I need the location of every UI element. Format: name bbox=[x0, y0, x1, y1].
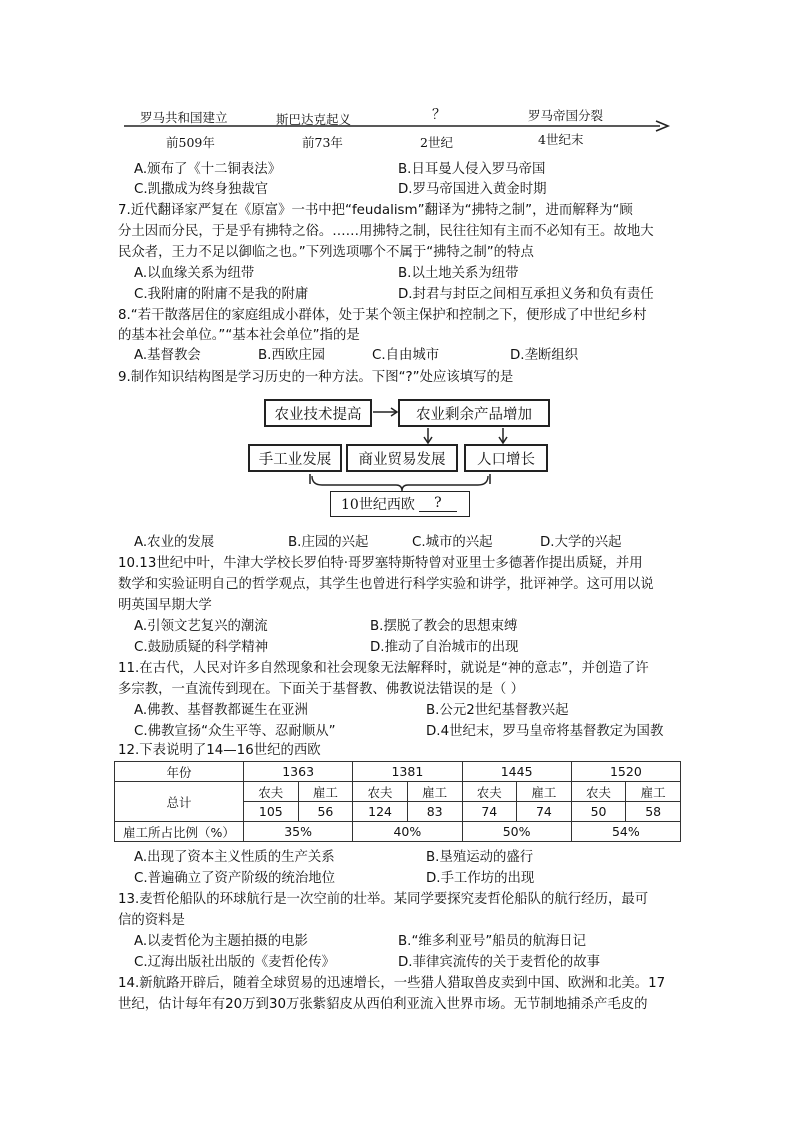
q13-option-d: D.菲律宾流传的关于麦哲伦的故事 bbox=[398, 955, 601, 970]
q10-option-c: C.鼓励质疑的科学精神 bbox=[134, 640, 269, 655]
q11-option-c: C.佛教宣扬“众生平等、忍耐顺从” bbox=[134, 724, 336, 739]
ratio-header: 雇工所占比例（%） bbox=[115, 822, 244, 842]
year-cell: 1445 bbox=[462, 762, 571, 782]
q13-stem-line: 13.麦哲伦船队的环球航行是一次空前的壮举。某同学要探究麦哲伦船队的航行经历，最可 bbox=[118, 892, 649, 907]
q8-option-a: A.基督教会 bbox=[134, 348, 201, 363]
ratio-cell: 40% bbox=[353, 822, 462, 842]
q8-option-b: B.西欧庄园 bbox=[258, 348, 326, 363]
q13-option-a: A.以麦哲伦为主题拍摄的电影 bbox=[134, 934, 308, 949]
sub-header: 农夫 bbox=[571, 782, 626, 802]
q9-box-commerce: 商业贸易发展 bbox=[346, 444, 458, 472]
q10-option-b: B.摆脱了教会的思想束缚 bbox=[370, 619, 518, 634]
q11-option-a: A.佛教、基督教都诞生在亚洲 bbox=[134, 703, 308, 718]
q12-stem-line: 12.下表说明了14—16世纪的西欧 bbox=[118, 743, 321, 758]
q6-option-b: B.日耳曼人侵入罗马帝国 bbox=[398, 162, 546, 177]
q12-option-d: D.手工作坊的出现 bbox=[426, 871, 535, 886]
sub-header: 雇工 bbox=[626, 782, 681, 802]
q14-stem-line: 14.新航路开辟后，随着全球贸易的迅速增长，一些猎人猎取兽皮卖到中国、欧洲和北美。17 bbox=[118, 976, 666, 991]
q12-option-a: A.出现了资本主义性质的生产关系 bbox=[134, 850, 335, 865]
q9-option-b: B.庄园的兴起 bbox=[288, 535, 369, 550]
q12-option-b: B.垦殖运动的盛行 bbox=[426, 850, 534, 865]
timeline-bottom-label: 前509年 bbox=[166, 135, 215, 150]
q7-stem-line: 分土因而分民，于是乎有拂特之俗。……用拂特之制，民往往知有主而不必知有王。故地大 bbox=[118, 224, 654, 239]
q9-option-a: A.农业的发展 bbox=[134, 535, 215, 550]
count-cell: 58 bbox=[626, 802, 681, 822]
q10-stem-line: 明英国早期大学 bbox=[118, 598, 212, 613]
q9-box-result bbox=[330, 491, 470, 517]
q6-option-d: D.罗马帝国进入黄金时期 bbox=[398, 182, 547, 197]
count-cell: 50 bbox=[571, 802, 626, 822]
sub-header: 雇工 bbox=[517, 782, 572, 802]
q8-stem-line: 的基本社会单位。”“基本社会单位”指的是 bbox=[118, 328, 360, 343]
count-cell: 74 bbox=[517, 802, 572, 822]
q7-stem-line: 民众者，王力不足以御临之也。”下列选项哪个不属于“拂特之制”的特点 bbox=[118, 245, 534, 260]
q8-stem-line: 8.“若干散落居住的家庭组成小群体，处于某个领主保护和控制之下，便形成了中世纪乡村 bbox=[118, 308, 647, 323]
q11-option-d: D.4世纪末，罗马皇帝将基督教定为国教 bbox=[426, 724, 664, 739]
q6-option-a: A.颁布了《十二铜表法》 bbox=[134, 162, 282, 177]
count-cell: 74 bbox=[462, 802, 517, 822]
count-cell: 56 bbox=[298, 802, 353, 822]
year-header: 年份 bbox=[115, 762, 244, 782]
timeline-top-label: 罗马共和国建立 bbox=[140, 110, 228, 125]
sub-header: 农夫 bbox=[353, 782, 408, 802]
table-row bbox=[115, 762, 681, 782]
count-cell: 124 bbox=[353, 802, 408, 822]
q12-table bbox=[114, 761, 681, 842]
q9-option-d: D.大学的兴起 bbox=[540, 535, 622, 550]
sub-header: 雇工 bbox=[298, 782, 353, 802]
ratio-cell: 50% bbox=[462, 822, 571, 842]
timeline-top-label: 罗马帝国分裂 bbox=[528, 108, 604, 123]
q7-option-d: D.封君与封臣之间相互承担义务和负有责任 bbox=[398, 287, 654, 302]
q11-option-b: B.公元2世纪基督教兴起 bbox=[426, 703, 569, 718]
q14-stem-line: 世纪，估计每年有20万到30万张紫貂皮从西伯利亚流入世界市场。无节制地捕杀产毛皮的 bbox=[118, 997, 648, 1012]
year-cell: 1381 bbox=[353, 762, 462, 782]
q9-box-surplus: 农业剩余产品增加 bbox=[398, 399, 550, 427]
q9-result-blank: ? bbox=[419, 496, 457, 512]
q10-stem-line: 数学和实验证明自己的哲学观点，其学生也曾进行科学实验和讲学，批评神学。这可用以说 bbox=[118, 577, 654, 592]
timeline-bottom-label: 前73年 bbox=[302, 135, 343, 150]
q7-stem-line: 7.近代翻译家严复在《原富》一书中把“feudalism”翻译为“拂特之制”，进而解释为“顾 bbox=[118, 203, 633, 218]
q9-box-handicraft: 手工业发展 bbox=[248, 444, 342, 472]
q7-option-b: B.以土地关系为纽带 bbox=[398, 266, 519, 281]
sub-header: 雇工 bbox=[407, 782, 462, 802]
count-cell: 83 bbox=[407, 802, 462, 822]
q10-option-d: D.推动了自治城市的出现 bbox=[370, 640, 519, 655]
q7-option-a: A.以血缘关系为纽带 bbox=[134, 266, 255, 281]
timeline-top-label: 斯巴达克起义 bbox=[276, 112, 352, 127]
q9-box-farm-tech: 农业技术提高 bbox=[264, 399, 372, 427]
ratio-cell: 54% bbox=[571, 822, 680, 842]
q8-option-d: D.垄断组织 bbox=[510, 348, 579, 363]
q13-option-c: C.辽海出版社出版的《麦哲伦传》 bbox=[134, 955, 336, 970]
year-cell: 1363 bbox=[244, 762, 353, 782]
q11-stem-line: 11.在古代，人民对许多自然现象和社会现象无法解释时，就说是“神的意志”，并创造了许 bbox=[118, 661, 649, 676]
q10-stem-line: 10.13世纪中叶，牛津大学校长罗伯特·哥罗塞特斯特曾对亚里士多德著作提出质疑，并用 bbox=[118, 556, 643, 571]
timeline-bottom-label: 2世纪 bbox=[420, 135, 453, 150]
q12-option-c: C.普遍确立了资产阶级的统治地位 bbox=[134, 871, 336, 886]
q13-option-b: B.“维多利亚号”船员的航海日记 bbox=[398, 934, 587, 949]
count-cell: 105 bbox=[244, 802, 299, 822]
sub-header: 农夫 bbox=[462, 782, 517, 802]
q11-stem-line: 多宗教，一直流传到现在。下面关于基督教、佛教说法错误的是（ ） bbox=[118, 682, 524, 697]
table-row bbox=[115, 782, 681, 802]
q9-option-c: C.城市的兴起 bbox=[412, 535, 493, 550]
q13-stem-line: 信的资料是 bbox=[118, 913, 185, 928]
q8-option-c: C.自由城市 bbox=[372, 348, 440, 363]
q6-option-c: C.凯撒成为终身独裁官 bbox=[134, 182, 269, 197]
q9-box-population: 人口增长 bbox=[464, 444, 548, 472]
sub-header: 农夫 bbox=[244, 782, 299, 802]
ratio-cell: 35% bbox=[244, 822, 353, 842]
timeline-bottom-label: 4世纪末 bbox=[538, 132, 584, 147]
q9-stem-line: 9.制作知识结构图是学习历史的一种方法。下图“?”处应该填写的是 bbox=[118, 370, 514, 385]
q9-result-prefix: 10世纪西欧 bbox=[341, 497, 415, 513]
total-header: 总计 bbox=[115, 782, 244, 822]
q10-option-a: A.引领文艺复兴的潮流 bbox=[134, 619, 268, 634]
timeline-top-label: ？ bbox=[432, 107, 446, 123]
table-row bbox=[115, 822, 681, 842]
year-cell: 1520 bbox=[571, 762, 680, 782]
q7-option-c: C.我附庸的附庸不是我的附庸 bbox=[134, 287, 309, 302]
